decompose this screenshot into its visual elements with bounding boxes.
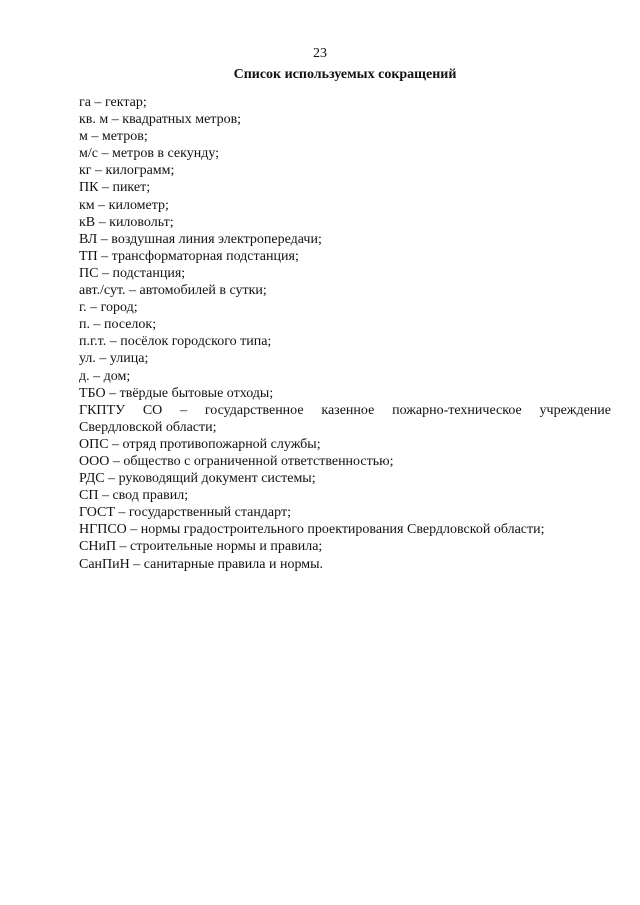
abbreviation-item: кВ – киловольт; (79, 214, 174, 230)
abbreviation-item: г. – город; (79, 300, 138, 316)
abbreviation-list (79, 94, 611, 573)
abbreviation-item: ОПС – отряд противопожарной службы; (79, 436, 321, 452)
abbreviation-item: ТП – трансформаторная подстанция; (79, 248, 299, 264)
abbreviation-item: ГКПТУ СО – государственное казенное пожарно-техническое учреждение Свердловской области; (79, 402, 611, 435)
abbreviation-item: ПС – подстанция; (79, 265, 186, 281)
abbreviation-item: авт./сут. – автомобилей в сутки; (79, 283, 267, 299)
abbreviation-item: ГОСТ – государственный стандарт; (79, 505, 291, 521)
page-title: Список используемых сокращений (233, 67, 457, 82)
abbreviation-item: ул. – улица; (79, 351, 149, 367)
abbreviation-item: кг – килограмм; (79, 163, 175, 179)
abbreviation-item: СП – свод правил; (79, 488, 189, 504)
abbreviation-item: п. – поселок; (79, 317, 157, 333)
page-number: 23 (313, 46, 327, 61)
abbreviation-item: кв. м – квадратных метров; (79, 112, 242, 128)
abbreviation-item: РДС – руководящий документ системы; (79, 471, 316, 487)
abbreviation-item: км – километр; (79, 197, 169, 213)
abbreviation-item: м – метров; (79, 129, 148, 145)
abbreviation-item: ВЛ – воздушная линия электропередачи; (79, 231, 322, 247)
abbreviation-item: га – гектар; (79, 95, 147, 110)
abbreviation-item: м/с – метров в секунду; (79, 146, 220, 162)
abbreviation-item: п.г.т. – посёлок городского типа; (79, 334, 272, 350)
abbreviation-item: СанПиН – санитарные правила и нормы. (79, 556, 324, 572)
abbreviation-item: ТБО – твёрдые бытовые отходы; (79, 385, 274, 401)
abbreviation-item: д. – дом; (79, 368, 131, 384)
abbreviation-item: СНиП – строительные нормы и правила; (79, 539, 323, 555)
abbreviation-item: ПК – пикет; (79, 180, 151, 196)
abbreviation-item: ООО – общество с ограниченной ответственностью; (79, 453, 394, 469)
abbreviation-item: НГПСО – нормы градостроительного проектирования Свердловской области; (79, 522, 545, 538)
